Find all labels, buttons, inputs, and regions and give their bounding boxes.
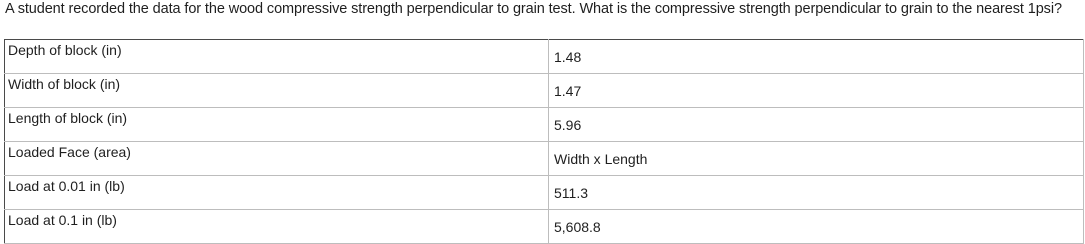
question-text: A student recorded the data for the wood compressive strength perpendicular to grain test. What is the compressive strength perpendicular to grain to the nearest 1psi?	[5, 1, 1062, 17]
row-label: Length of block (in)	[5, 108, 549, 142]
row-value: 1.47	[549, 74, 1084, 108]
table-row	[5, 74, 1084, 108]
row-label: Loaded Face (area)	[5, 142, 549, 176]
row-label: Depth of block (in)	[5, 40, 549, 74]
table-row	[5, 40, 1084, 74]
table-row	[5, 176, 1084, 210]
data-table	[4, 39, 1084, 244]
row-value: 1.48	[549, 40, 1084, 74]
row-value: Width x Length	[549, 142, 1084, 176]
table-row	[5, 142, 1084, 176]
row-value: 511.3	[549, 176, 1084, 210]
table-row	[5, 108, 1084, 142]
row-label: Load at 0.01 in (lb)	[5, 176, 549, 210]
table-row	[5, 210, 1084, 244]
row-value: 5.96	[549, 108, 1084, 142]
row-label: Width of block (in)	[5, 74, 549, 108]
row-value: 5,608.8	[549, 210, 1084, 244]
row-label: Load at 0.1 in (lb)	[5, 210, 549, 244]
